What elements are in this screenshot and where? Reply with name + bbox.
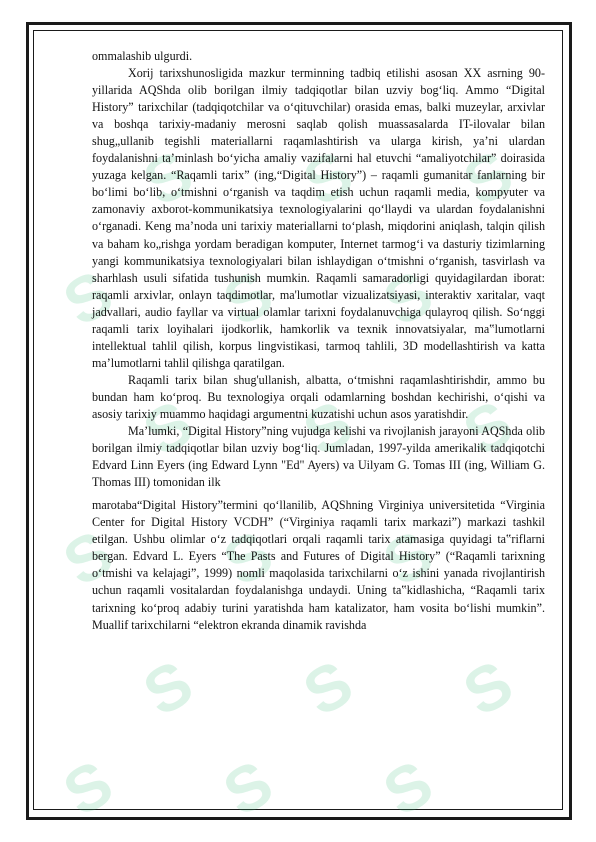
watermark-logo: S: [291, 386, 365, 470]
watermark-logo: S: [451, 386, 525, 470]
watermark-logo: S: [291, 136, 365, 220]
watermark-logo: S: [211, 256, 285, 340]
watermark-logo: S: [451, 646, 525, 730]
watermark-logo: S: [211, 746, 285, 830]
paragraph-digital-history-purpose: Raqamli tarix bilan shug'ullanish, albatta, o‘tmishni raqamlashtirishdir, ammo bu bundan ham ko‘proq. Bu texnologiya orqali odamlarning boshdan kechirishi, o‘qishi va asosiy tarixiy muammo haqidagi argumentni kuzatishi uchun asos yaratishdir.: [92, 372, 545, 421]
paragraph-usa-research: Ma’lumki, “Digital History”ning vujudga kelishi va rivojlanish jarayoni AQShda olib borilgan ilmiy tadqiqotlar bilan uzviy bog‘liq. Jumladan, 1997-yilda amerikalik tadqiqotchi Edvard Linn Eyers (ing Edward Lynn "Ed" Ayers) va Uilyam G. Tomas III (ing, William G. Thomas III) tomonidan ilk: [92, 424, 545, 490]
document-body: [92, 48, 545, 634]
watermark-logo: S: [291, 646, 365, 730]
watermark-logo: S: [131, 386, 205, 470]
paragraph-digital-history-origins: Xorij tarixshunosligida mazkur terminning tadbiq etilishi asosan XX asrning 90-yillarida AQShda olib borilgan ilmiy tadqiqotlar bilan uzviy bog‘liq. Ammo “Digital History” tarixchilar (tadqiqotchilar va o‘qituvchilar) orasida emas, balki muzeylar, arxivlar va boshqa tarixiy-madaniy merosni saqlab qolish muassasalarda IT-ilovalar bilan shug„ullanib tegishli materiallarni raqamlashtirish va ularga kirish, ya’ni ulardan foydalanishni ta’minlash bo‘yicha amaliy vazifalarni hal etuvchi “amaliyotchilar” doirasida yuzaga kelgan. “Raqamli tarix” (ing,“Digital History”) – raqamli gumanitar fanlarning bir bo‘limi bo‘lib, o‘tmishni o‘rganish va taqdim etish uchun raqamli media, kompyuter va zamonaviy axborot-kommunikatsiya texnologiyalarini qo‘llaydi va ulardan foydalanishni o‘rganadi. Keng ma’noda uni tarixiy materiallarni to‘plash, miqdorini aniqlash, talqin qilish va baham ko„rishga yordam beradigan komputer, Internet tarmog‘i va dasturiy tizimlarning yangi kommunikatsiya texnologiyalari bilan ishlaydigan o‘tmishni o‘rganish, tasvirlash va sharhlash usuli sifatida tushunish mumkin. Raqamli samaradorligi quyidagilardan iborat: raqamli arxivlar, onlayn taqdimotlar, ma'lumotlar vizualizatsiyasi, interaktiv xaritalar, vaqt jadvallari, audio fayllar va virtual olamlar tarixni foydalanuvchiga qulayroq qilish. So‘nggi raqamli tarix loyihalari ijodkorlik, hamkorlik va texnik innovatsiyalar, ma‟lumotlarni intellektual tahlil qilish, korpus lingvistikasi, tarmoq tahlili, 3D modellashtirish va katta ma’lumotlarni tahlil qilishga qaratilgan.: [92, 66, 545, 370]
watermark-logo: S: [51, 516, 125, 600]
watermark-logo: S: [131, 136, 205, 220]
paragraph-virginia-center: marotaba“Digital History”termini qo‘llanilib, AQShning Virginiya universitetida “Virginia Center for Digital History VCDH” (“Virginiya raqamli tarix markazi”) markazi tashkil etilgan. Ushbu olimlar o‘z tadqiqotlari orqali raqamli tarix atamasiga quyidagi ta‟riflarni bergan. Edvard L. Eyers “The Pasts and Futures of Digital History” (“Raqamli tarixning o‘tmishi va kelajagi”, 1999) nomli maqolasida tarixchilarni o‘z ishini yanada rivojlantirish uchun raqamli vositalardan foydalanishga undaydi. Uning ta‟kidlashicha, “Raqamli tarix tarixning ko‘proq adabiy turini yaratishda ham katalizator, ham vosita bo‘lishi mumkin”. Muallif tarixchilarni “elektron ekranda dinamik ravishda: [92, 498, 545, 632]
watermark-logo: S: [51, 746, 125, 830]
watermark-logo: S: [371, 746, 445, 830]
watermark-logo: S: [371, 256, 445, 340]
watermark-logo: S: [451, 136, 525, 220]
paragraph-continuation: ommalashib ulgurdi.: [92, 49, 193, 63]
watermark-logo: S: [371, 516, 445, 600]
watermark-logo: S: [51, 256, 125, 340]
watermark-logo: S: [131, 646, 205, 730]
watermark-logo: S: [211, 516, 285, 600]
